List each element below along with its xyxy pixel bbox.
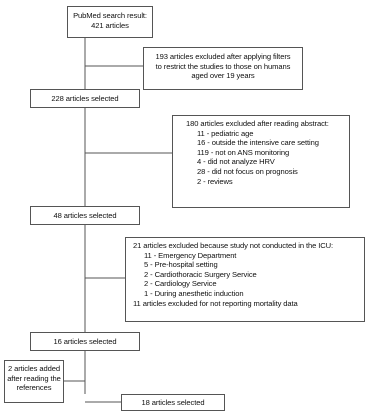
selected-16-box	[30, 332, 140, 351]
mortality-exclusion-line: 11 articles excluded for not reporting mortality data	[133, 298, 298, 308]
abstract-exclusion-item: 28 - did not focus on prognosis	[197, 166, 298, 176]
selected-18-label: 18 articles selected	[141, 398, 205, 407]
filter-exclusion-line: to restrict the studies to those on humans	[155, 61, 291, 71]
icu-exclusion-item: 2 - Cardiothoracic Surgery Service	[144, 269, 257, 279]
abstract-exclusion-item: 2 - reviews	[197, 176, 233, 186]
added-articles-box	[4, 360, 64, 403]
search-result-count: 421 articles	[91, 20, 129, 30]
abstract-exclusion-item: 4 - did not analyze HRV	[197, 157, 275, 167]
filter-exclusion-box	[143, 47, 303, 90]
selected-228-box	[30, 89, 140, 108]
abstract-exclusion-heading: 180 articles excluded after reading abstract:	[186, 119, 329, 128]
added-articles-line: 2 articles added	[7, 364, 60, 373]
abstract-exclusion-item: 11 - pediatric age	[197, 128, 254, 138]
icu-exclusion-item: 5 - Pre-hospital setting	[144, 260, 218, 270]
abstract-exclusion-box	[172, 115, 350, 208]
search-result-line: PubMed search result:	[73, 11, 147, 20]
icu-exclusion-item: 11 - Emergency Department	[144, 250, 237, 260]
abstract-exclusion-item: 16 - outside the intensive care setting	[197, 138, 319, 148]
added-articles-line: after reading the	[7, 373, 61, 383]
icu-exclusion-item: 1 - During anesthetic induction	[144, 288, 244, 298]
selected-48-box	[30, 206, 140, 225]
filter-exclusion-line: 193 articles excluded after applying filters	[155, 52, 291, 61]
search-result-box	[67, 6, 153, 38]
icu-exclusion-heading: 21 articles excluded because study not conducted in the ICU:	[133, 241, 333, 250]
selected-228-label: 228 articles selected	[51, 94, 119, 103]
selected-48-label: 48 articles selected	[53, 211, 117, 220]
added-articles-line: references	[16, 383, 52, 393]
filter-exclusion-line: aged over 19 years	[191, 71, 255, 81]
selected-16-label: 16 articles selected	[53, 337, 117, 346]
abstract-exclusion-item: 119 - not on ANS monitoring	[197, 147, 290, 157]
icu-exclusion-box	[125, 237, 365, 322]
icu-exclusion-item: 2 - Cardiology Service	[144, 279, 217, 289]
selected-18-box	[121, 394, 225, 411]
